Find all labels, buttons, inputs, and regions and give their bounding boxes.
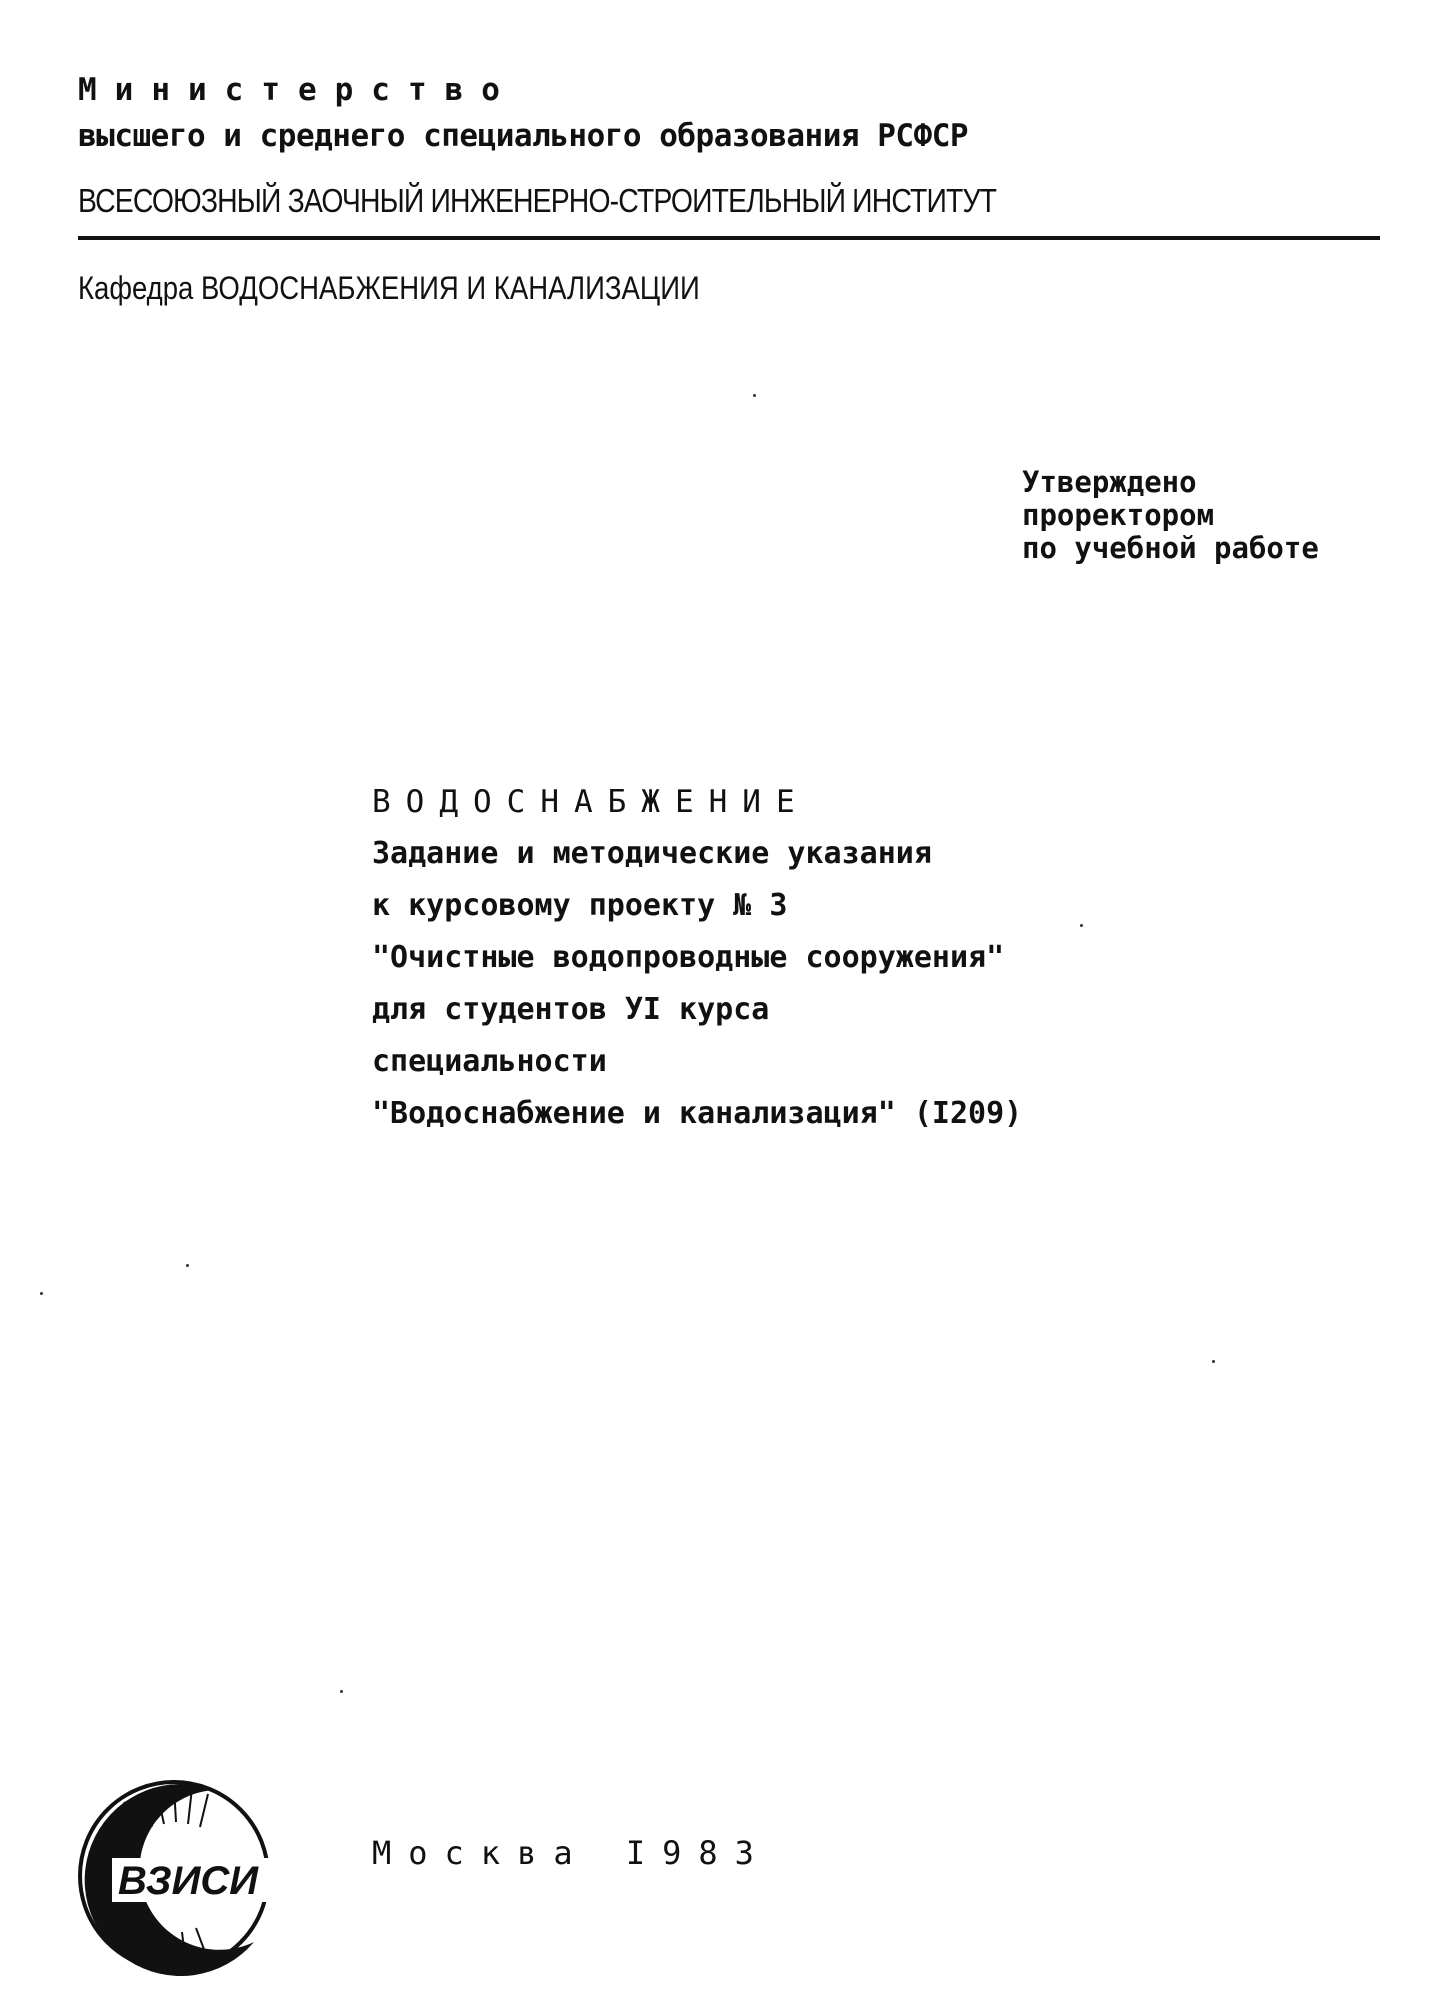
document-heading: ВОДОСНАБЖЕНИЕ xyxy=(372,784,810,820)
title-block xyxy=(372,776,1022,1140)
title-line: специальности xyxy=(372,1044,607,1079)
scan-speck xyxy=(186,1264,189,1267)
header-divider xyxy=(78,236,1380,240)
scan-speck xyxy=(340,1690,343,1693)
scan-speck xyxy=(1212,1360,1215,1363)
title-line: Задание и методические указания xyxy=(372,836,932,871)
city-year: Москва I983 xyxy=(372,1834,771,1872)
institute-logo xyxy=(64,1772,294,1982)
title-line: к курсовому проекту № 3 xyxy=(372,888,788,923)
ministry-title: Министерство xyxy=(78,72,518,108)
title-line: "Очистные водопроводные сооружения" xyxy=(372,940,1005,975)
title-line: "Водоснабжение и канализация" (I209) xyxy=(372,1096,1023,1131)
title-line: для студентов УI курса xyxy=(372,992,770,1027)
approval-line: по учебной работе xyxy=(1022,531,1319,565)
approval-block xyxy=(1022,466,1319,565)
scan-speck xyxy=(1080,924,1083,927)
scan-speck xyxy=(40,1292,43,1295)
institute-name: ВСЕСОЮЗНЫЙ ЗАОЧНЫЙ ИНЖЕНЕРНО-СТРОИТЕЛЬНЫЙ ИНСТИТУТ xyxy=(78,182,997,219)
logo-text: ВЗИСИ xyxy=(118,1859,259,1903)
department-name: Кафедра ВОДОСНАБЖЕНИЯ И КАНАЛИЗАЦИИ xyxy=(78,270,700,306)
scan-speck xyxy=(753,394,756,397)
ministry-subtitle: высшего и среднего специального образования РСФСР xyxy=(78,118,969,154)
approval-line: проректором xyxy=(1022,498,1215,532)
approval-line: Утверждено xyxy=(1022,465,1197,499)
